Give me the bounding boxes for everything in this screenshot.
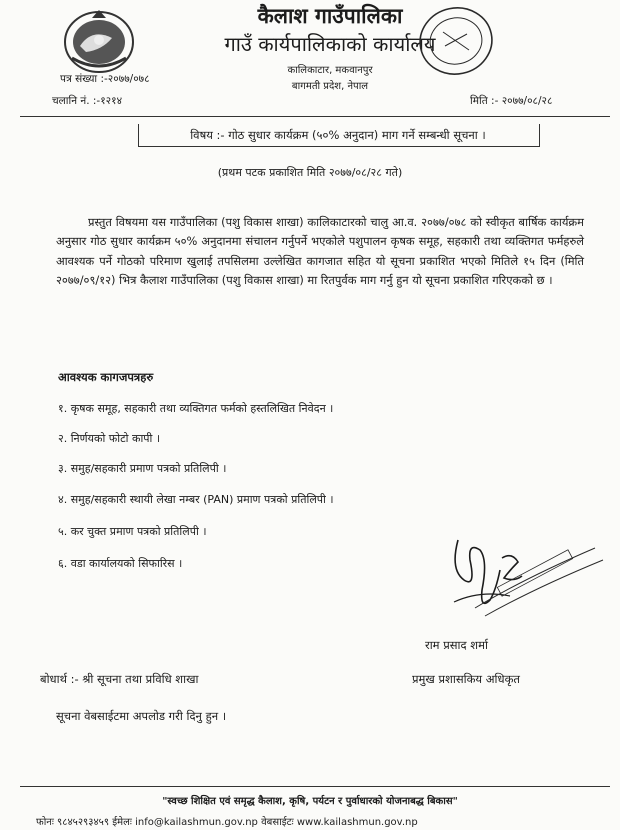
footer-contact: फोनः ९८४५२९३४५९ ईमेलः info@kailashmun.gov.np वेबसाईटः www.kailashmun.gov.np: [36, 817, 418, 828]
published-date: (प्रथम पटक प्रकाशित मिति २०७७/०८/२८ गते): [217, 166, 403, 179]
signature-stamp-icon: [465, 538, 605, 618]
municipality-name: कैलाश गाउँपालिका: [257, 4, 403, 28]
signer-name: राम प्रसाद शर्मा: [425, 638, 488, 652]
document-item: ४. समुह/सहकारी स्थायी लेखा नम्बर (PAN) प्रमाण पत्रको प्रतिलिपी ।: [58, 493, 334, 506]
document-item: १. कृषक समूह, सहकारी तथा व्यक्तिगत फर्मको हस्तलिखित निवेदन ।: [58, 402, 334, 415]
document-item: ६. वडा कार्यालयको सिफारिस ।: [58, 557, 183, 570]
cc-line: बोधार्थ :- श्री सूचना तथा प्रविधि शाखा: [40, 672, 199, 686]
dispatch-number: चलानि नं. :-१२१४: [52, 95, 123, 107]
office-name: गाउँ कार्यपालिकाको कार्यालय: [224, 32, 436, 56]
documents-heading: आवश्यक कागजपत्रहरु: [58, 370, 154, 384]
document-item: ३. समुह/सहकारी प्रमाण पत्रको प्रतिलिपी ।: [58, 462, 227, 475]
footer-slogan: "स्वच्छ शिक्षित एवं समृद्ध कैलाश, कृषि, पर्यटन र पुर्वाधारको योजनाबद्ध बिकास": [162, 796, 458, 807]
document-item: ५. कर चुक्त प्रमाण पत्रको प्रतिलिपी ।: [58, 525, 207, 538]
letter-date: मिति :- २०७७/०८/२८: [470, 95, 553, 107]
subject-line: विषय :- गोठ सुधार कार्यक्रम (५०% अनुदान) माग गर्ने सम्बन्धी सूचना ।: [190, 128, 486, 142]
cc-note: सूचना वेबसाईटमा अपलोड गरी दिनु हुन ।: [56, 709, 227, 723]
address-line2: बागमती प्रदेश, नेपाल: [291, 81, 369, 92]
letter-number: पत्र संख्या :-२०७७/०७८: [60, 73, 150, 85]
address-line1: कालिकाटार, मकवानपुर: [287, 65, 373, 76]
footer-divider: [20, 786, 610, 787]
document-item: २. निर्णयको फोटो कापी ।: [58, 432, 161, 445]
office-stamp-icon: [415, 2, 497, 80]
notice-body: प्रस्तुत विषयमा यस गाउँपालिका (पशु विकास शाखा) कालिकाटारको चालु आ.व. २०७७/०७८ को स्वीकृत बार्षिक कार्यक्रम अनुसार गोठ सुधार कार्यक्रम ५०% अनुदानमा संचालन गर्नुपर्ने भएकोले पशुपालन कृषक समूह, सहकारी तथा व्यक्तिगत फर्महरुले आवश्यक पर्ने गोठको परिमाण खुलाई तपसिलमा उल्लेखित कागजात सहित यो सूचना प्रकाशित भएको मितिले १५ दिन (मिति २०७७/०९/१२) भित्र कैलाश गाउँपालिका (पशु विकास शाखा) मा रितपुर्वक माग गर्नु हुन यो सूचना प्रकाशित गरिएकको छ ।: [56, 215, 584, 288]
header-divider: [20, 116, 610, 117]
signer-title: प्रमुख प्रशासकिय अधिकृत: [412, 672, 520, 686]
